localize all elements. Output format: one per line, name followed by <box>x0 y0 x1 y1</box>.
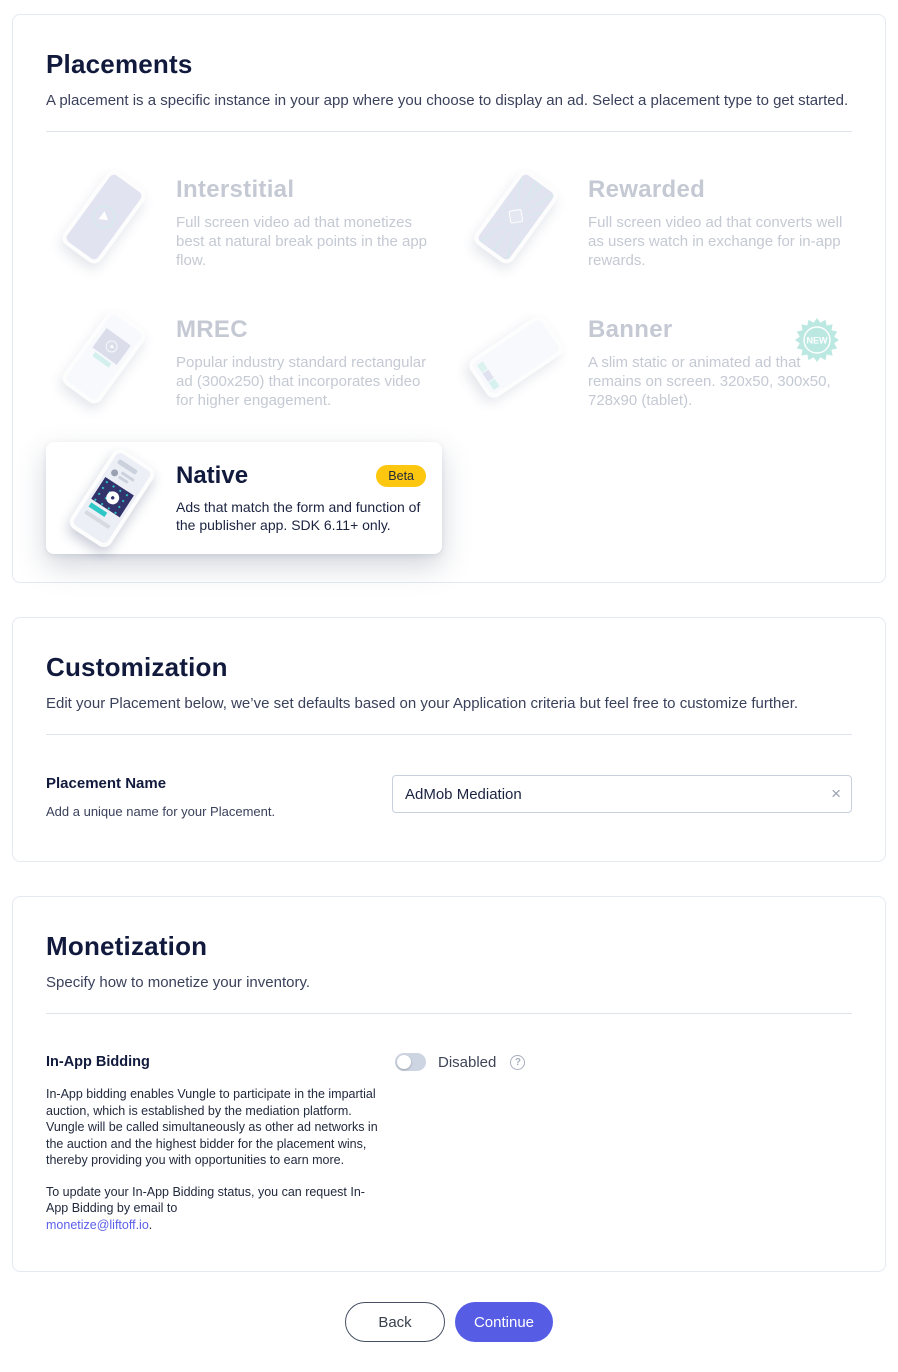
mrec-title: MREC <box>176 316 248 343</box>
beta-badge: Beta <box>376 465 426 487</box>
banner-description: A slim static or animated ad that remains on screen. 320x50, 300x50, 728x90 (tablet). <box>588 354 831 409</box>
monetize-email-link[interactable]: monetize@liftoff.io <box>46 1217 149 1232</box>
monetization-title: Monetization <box>46 931 208 961</box>
placement-name-help: Add a unique name for your Placement. <box>46 804 276 819</box>
rewarded-description: Full screen video ad that converts well as users watch in exchange for in-app rewards. <box>588 214 843 269</box>
native-description: Ads that match the form and function of the publisher app. SDK 6.11+ only. <box>176 498 421 533</box>
in-app-bidding-status: Disabled <box>438 1053 497 1071</box>
placements-subtitle: A placement is a specific instance in your app where you choose to display an ad. Select a placement type to get started. <box>46 92 849 109</box>
in-app-bidding-toggle-row <box>395 1053 525 1071</box>
interstitial-title: Interstitial <box>176 176 295 203</box>
placement-type-interstitial[interactable] <box>46 162 442 288</box>
rewarded-title: Rewarded <box>588 176 706 203</box>
placement-name-input[interactable] <box>392 775 852 813</box>
back-button[interactable]: Back <box>345 1302 445 1342</box>
in-app-bidding-description: In-App bidding enables Vungle to participate in the impartial auction, which is established by the mediation platform. Vungle will be called simultaneously as other ad networks in the auction and the highest bidder for the placement wins, thereby providing you with opportunities to earn more. <box>46 1087 378 1167</box>
interstitial-description: Full screen video ad that monetizes best at natural break points in the app flow. <box>176 214 428 269</box>
customization-card <box>12 617 886 862</box>
toggle-knob <box>397 1055 411 1069</box>
new-badge-icon <box>795 318 839 362</box>
in-app-bidding-label: In-App Bidding <box>46 1054 150 1070</box>
placement-type-grid <box>46 162 852 554</box>
placements-card <box>12 14 886 583</box>
placement-type-rewarded[interactable] <box>458 162 852 288</box>
in-app-bidding-update-text: To update your In-App Bidding status, you can request In-App Bidding by email to <box>46 1184 365 1215</box>
placement-name-label: Placement Name <box>46 775 167 792</box>
monetization-card <box>12 896 886 1272</box>
placement-name-input-wrap <box>392 775 852 813</box>
help-icon[interactable]: ? <box>510 1055 525 1070</box>
monetization-subtitle: Specify how to monetize your inventory. <box>46 974 311 991</box>
footer-actions <box>0 1302 898 1342</box>
native-phone-icon <box>62 446 162 550</box>
placement-type-mrec[interactable] <box>46 302 442 428</box>
divider <box>46 734 852 735</box>
banner-title: Banner <box>588 316 673 343</box>
in-app-bidding-toggle[interactable] <box>395 1053 426 1071</box>
mrec-description: Popular industry standard rectangular ad (300x250) that incorporates video for higher engagement. <box>176 354 427 409</box>
divider <box>46 131 852 132</box>
clear-input-icon[interactable]: × <box>831 783 841 803</box>
native-title: Native <box>176 461 249 489</box>
email-suffix: . <box>148 1217 153 1232</box>
placement-type-native[interactable] <box>46 442 442 554</box>
in-app-bidding-row <box>46 1054 852 1233</box>
customization-subtitle: Edit your Placement below, we’ve set defaults based on your Application criteria but feel free to customize further. <box>46 695 799 712</box>
customization-title: Customization <box>46 652 228 682</box>
interstitial-phone-icon <box>46 162 162 272</box>
divider <box>46 1013 852 1014</box>
mrec-phone-icon <box>46 302 162 412</box>
placement-name-row <box>46 775 852 819</box>
rewarded-phone-icon <box>458 162 574 272</box>
placement-type-banner[interactable] <box>458 302 852 428</box>
placements-title: Placements <box>46 49 193 79</box>
svg-text:NEW: NEW <box>806 335 828 346</box>
in-app-bidding-update-note <box>46 1184 378 1234</box>
continue-button[interactable]: Continue <box>455 1302 553 1342</box>
banner-phone-icon <box>458 302 574 412</box>
